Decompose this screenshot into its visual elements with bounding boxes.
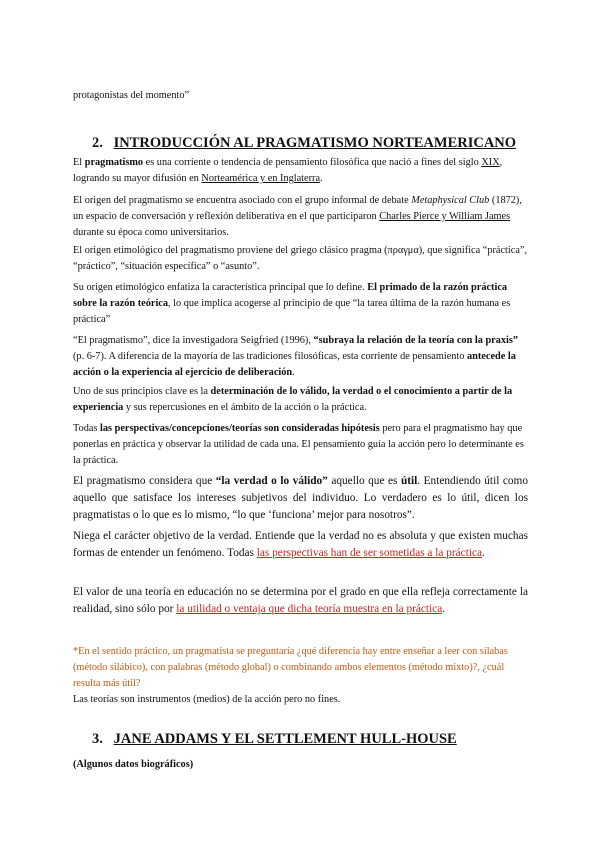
intro-tail: protagonistas del momento” (73, 90, 190, 101)
paragraph-9: Niega el carácter objetivo de la verdad. Entiende que la verdad no es absoluta y que existen muchas formas de entender un fenómeno. Todas las perspectivas han de ser sometidas a la práctica. (73, 530, 528, 559)
paragraph-12: Las teorías son instrumentos (medios) de la acción pero no fines. (73, 694, 341, 705)
section-2-title: INTRODUCCIÓN AL PRAGMATISMO NORTEAMERICANO (113, 135, 517, 151)
highlight-utility: la utilidad o ventaja que dicha teoría muestra en la práctica (176, 603, 443, 615)
section-2-heading (92, 135, 516, 152)
section-3-title: JANE ADDAMS Y EL SETTLEMENT HULL-HOUSE (113, 731, 457, 747)
paragraph-13: (Algunos datos biográficos) (73, 759, 194, 770)
highlight-perspectives: las perspectivas han de ser sometidas a la práctica (256, 547, 482, 559)
paragraph-5: “El pragmatismo”, dice la investigadora Seigfried (1996), “subraya la relación de la teoría con la praxis” (p. 6-7). A diferencia de la mayoría de las tradiciones filosóficas, esta corriente de pensamiento antecede la acción o la experiencia al ejercicio de deliberación. (73, 335, 519, 378)
paragraph-1: El pragmatismo es una corriente o tendencia de pensamiento filosófica que nació a fines del siglo XIX, logrando su mayor difusión en Norteamérica y en Inglaterra. (73, 157, 503, 184)
paragraph-6: Uno de sus principios clave es la determinación de lo válido, la verdad o el conocimiento a partir de la experiencia y sus repercusiones en el ámbito de la acción o la práctica. (73, 386, 513, 413)
paragraph-2: El origen del pragmatismo se encuentra asociado con el grupo informal de debate Metaphysical Club (1872), un espacio de conversación y reflexión deliberativa en el que participaron Charles Pierce y William James durante su época como universitarios. (73, 195, 522, 238)
paragraph-10: El valor de una teoría en educación no se determina por el grado en que ella refleja correctamente la realidad, sino sólo por la utilidad o ventaja que dicha teoría muestra en la práctica. (73, 586, 528, 615)
section-2-number: 2. (92, 135, 103, 151)
paragraph-7: Todas las perspectivas/concepciones/teorías son consideradas hipótesis pero para el pragmatismo hay que ponerlas en práctica y observar la utilidad de cada una. El pensamiento guía la acción pero lo determinante es la práctica. (73, 423, 524, 466)
note-paragraph: *En el sentido práctico, un pragmatista se preguntaría ¿qué diferencia hay entre enseñar a leer con sílabas (método silábico), con palabras (método global) o combinando ambos elementos (método mixto)?, ¿cuál resulta más útil? (73, 646, 508, 689)
paragraph-8: El pragmatismo considera que “la verdad o lo válido” aquello que es útil. Entendiendo útil como aquello que satisface los intereses subjetivos del individuo. Lo verdadero es lo útil, dicen los pragmatistas o lo que es lo mismo, “lo que ‘funciona’ mejor para nosotros”. (73, 475, 528, 521)
paragraph-3: El origen etimológico del pragmatismo proviene del griego clásico pragma (πραγμα), que significa “práctica”, “práctico”, “situación específica” o “asunto”. (73, 245, 528, 272)
section-3-number: 3. (92, 731, 103, 747)
paragraph-4: Su origen etimológico enfatiza la característica principal que lo define. El primado de la razón práctica sobre la razón teórica, lo que implica acogerse al principio de que “la tarea última de la razón humana es práctica” (73, 282, 511, 325)
section-3-heading (92, 731, 457, 748)
